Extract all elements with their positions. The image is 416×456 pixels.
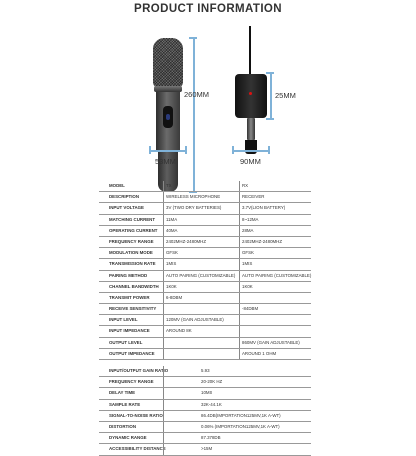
column-divider: [239, 326, 240, 336]
spec-label: ACCESSIBILITY DISTANCE: [109, 446, 166, 452]
spec-rx-value: 2402MHZ-2480MHZ: [242, 238, 283, 244]
table-row: [99, 271, 311, 282]
microphone-grille: [153, 38, 183, 88]
spec-rx-value: 1MIS: [242, 261, 253, 267]
column-divider: [163, 377, 164, 387]
spec-tx-value: 6-8DBM: [166, 294, 183, 300]
spec-tx-value: GFSK: [166, 250, 178, 256]
spec-rx-value: RECEIVER: [242, 194, 265, 200]
receiver-body: [235, 74, 267, 118]
spec-shared-value: 10MS: [201, 390, 213, 396]
spec-label: FREQUENCY RANGE: [109, 238, 154, 244]
spec-tx-value: TX: [166, 183, 172, 188]
spec-tx-value: 1K0K: [166, 283, 177, 289]
spec-rx-value: 3.7V(LION BATTERY): [242, 205, 286, 211]
column-divider: [239, 181, 240, 191]
spec-tx-value: 11MA: [166, 216, 178, 222]
spec-label: CHANNEL BANDWIDTH: [109, 283, 159, 289]
column-divider: [163, 181, 164, 191]
receiver-height-line: [270, 73, 272, 119]
spec-shared-value: 32K-44.1K: [201, 401, 222, 407]
spec-tx-value: 120MV (GAIN ADJUSTABLE): [166, 317, 224, 323]
microphone-power-button: [163, 106, 173, 128]
table-row: [99, 192, 311, 203]
column-divider: [163, 282, 164, 292]
receiver-jack: [247, 118, 255, 140]
column-divider: [163, 304, 164, 314]
column-divider: [163, 366, 164, 376]
spec-label: OUTPUT LEVEL: [109, 339, 143, 345]
table-row: [99, 226, 311, 237]
page-title: PRODUCT INFORMATION: [134, 3, 282, 15]
table-row: [99, 203, 311, 214]
column-divider: [163, 388, 164, 398]
column-divider: [163, 315, 164, 325]
column-divider: [239, 237, 240, 247]
table-row: [99, 366, 311, 377]
spec-label: OPERATING CURRENT: [109, 227, 158, 233]
table-row: [99, 293, 311, 304]
table-row: [99, 388, 311, 399]
column-divider: [239, 259, 240, 269]
table-row: [99, 248, 311, 259]
receiver-width-cap-right: [268, 146, 270, 154]
spec-label: MODULATION MODE: [109, 250, 153, 256]
spec-tx-value: 40MA: [166, 227, 178, 233]
column-divider: [239, 248, 240, 258]
column-divider: [163, 326, 164, 336]
column-divider: [163, 271, 164, 281]
spec-rx-value: 8~12MA: [242, 216, 259, 222]
spec-shared-value: 86.4DB(IMPORTATION125MV,1K A-WT): [201, 412, 281, 418]
table-row: [99, 349, 311, 360]
receiver-led: [249, 92, 252, 95]
column-divider: [239, 338, 240, 348]
column-divider: [239, 349, 240, 359]
spec-shared-value: 20-20K HZ: [201, 379, 223, 385]
mic-height-label: 260MM: [184, 90, 210, 99]
spec-shared-value: >15M: [201, 446, 213, 452]
receiver-width-line: [233, 150, 269, 152]
column-divider: [163, 215, 164, 225]
spec-tx-value: WIRELESS MICROPHONE: [166, 194, 221, 200]
column-divider: [163, 203, 164, 213]
column-divider: [163, 259, 164, 269]
table-row: [99, 422, 311, 433]
spec-rx-value: GFSK: [242, 250, 254, 256]
column-divider: [163, 338, 164, 348]
column-divider: [163, 400, 164, 410]
spec-label: FREQUENCY RANGE: [109, 379, 154, 385]
mic-width-cap-left: [149, 146, 151, 154]
spec-label: DELAY TIME: [109, 390, 136, 396]
table-row: [99, 411, 311, 422]
column-divider: [239, 215, 240, 225]
spec-tx-value: 2402MHZ-2480MHZ: [166, 238, 207, 244]
table-row: [99, 433, 311, 444]
column-divider: [163, 349, 164, 359]
spec-rx-value: 28MA: [242, 227, 254, 233]
spec-label: MATCHING CURRENT: [109, 216, 156, 222]
column-divider: [239, 293, 240, 303]
column-divider: [163, 433, 164, 443]
spec-shared-value: 87.378DB: [201, 435, 221, 441]
column-divider: [163, 444, 164, 454]
spec-label: INPUT VOLTAGE: [109, 205, 144, 211]
spec-tx-value: 1MIS: [166, 261, 177, 267]
table-row: [99, 377, 311, 388]
spec-tx-value: 3V (TWO DRY BATTERIES): [166, 205, 222, 211]
spec-label: OUTPUT IMPEDANCE: [109, 350, 155, 356]
table-row: [99, 400, 311, 411]
spec-label: SIGNAL-TO-NOISE RATIO: [109, 412, 163, 418]
spec-rx-value: AUTO PAIRING (CUSTOMIZABLE): [242, 272, 312, 278]
column-divider: [239, 203, 240, 213]
spec-label: INPUT IMPEDANCE: [109, 328, 150, 334]
receiver-height-cap-top: [266, 72, 274, 74]
spec-shared-value: 0.06% (IMPORTATION125MV,1K A-WT): [201, 423, 280, 429]
mic-width-cap-right: [185, 146, 187, 154]
spec-rx-value: 860MV (GAIN ADJUSTABLE): [242, 339, 300, 345]
column-divider: [163, 293, 164, 303]
column-divider: [163, 192, 164, 202]
spec-tx-value: AUTO PAIRING (CUSTOMIZABLE): [166, 272, 236, 278]
column-divider: [163, 422, 164, 432]
spec-label: DISTORTION: [109, 423, 136, 429]
spec-rx-value: RX: [242, 183, 249, 188]
column-divider: [163, 237, 164, 247]
mic-height-line: [193, 38, 195, 192]
table-row: [99, 215, 311, 226]
spec-label: INPUT LEVEL: [109, 317, 138, 323]
spec-shared-value: 5.93: [201, 368, 210, 373]
spec-label: MODEL: [109, 183, 125, 188]
receiver-antenna: [249, 26, 251, 74]
column-divider: [239, 315, 240, 325]
column-divider: [239, 271, 240, 281]
spec-rx-value: AROUND 1 OHM: [242, 350, 277, 356]
table-row: [99, 304, 311, 315]
spec-label: RECEIVE SENSITIVITY: [109, 306, 157, 312]
spec-rx-value: 1K0K: [242, 283, 253, 289]
table-row: [99, 326, 311, 337]
spec-label: DESCRIPTION: [109, 194, 140, 200]
receiver-height-label: 25MM: [275, 91, 296, 100]
spec-tx-value: AROUND 8K: [166, 328, 192, 334]
table-row: [99, 181, 311, 192]
column-divider: [239, 304, 240, 314]
spec-label: PAIRING METHOD: [109, 272, 148, 278]
column-divider: [163, 248, 164, 258]
receiver-height-cap-bottom: [266, 118, 274, 120]
mic-width-line: [150, 150, 186, 152]
column-divider: [239, 226, 240, 236]
table-row: [99, 282, 311, 293]
spec-label: TRANSMIT POWER: [109, 294, 150, 300]
spec-table: [99, 181, 311, 456]
mic-width-label: 53MM: [155, 157, 176, 166]
receiver-width-cap-left: [232, 146, 234, 154]
table-row: [99, 315, 311, 326]
table-row: [99, 259, 311, 270]
table-row: [99, 237, 311, 248]
spec-rx-value: -84DBM: [242, 306, 259, 312]
receiver-width-label: 90MM: [240, 157, 261, 166]
spec-label: SAMPLE RATE: [109, 401, 141, 407]
table-row: [99, 338, 311, 349]
spec-label: TRANSMISSION RATE: [109, 261, 156, 267]
spec-label: INPUT/OUTPUT GAIN RATIO: [109, 368, 169, 373]
column-divider: [163, 226, 164, 236]
spec-label: DYNAMIC RANGE: [109, 435, 147, 441]
column-divider: [239, 192, 240, 202]
table-row: [99, 444, 311, 455]
mic-height-cap-top: [189, 37, 197, 39]
column-divider: [239, 282, 240, 292]
